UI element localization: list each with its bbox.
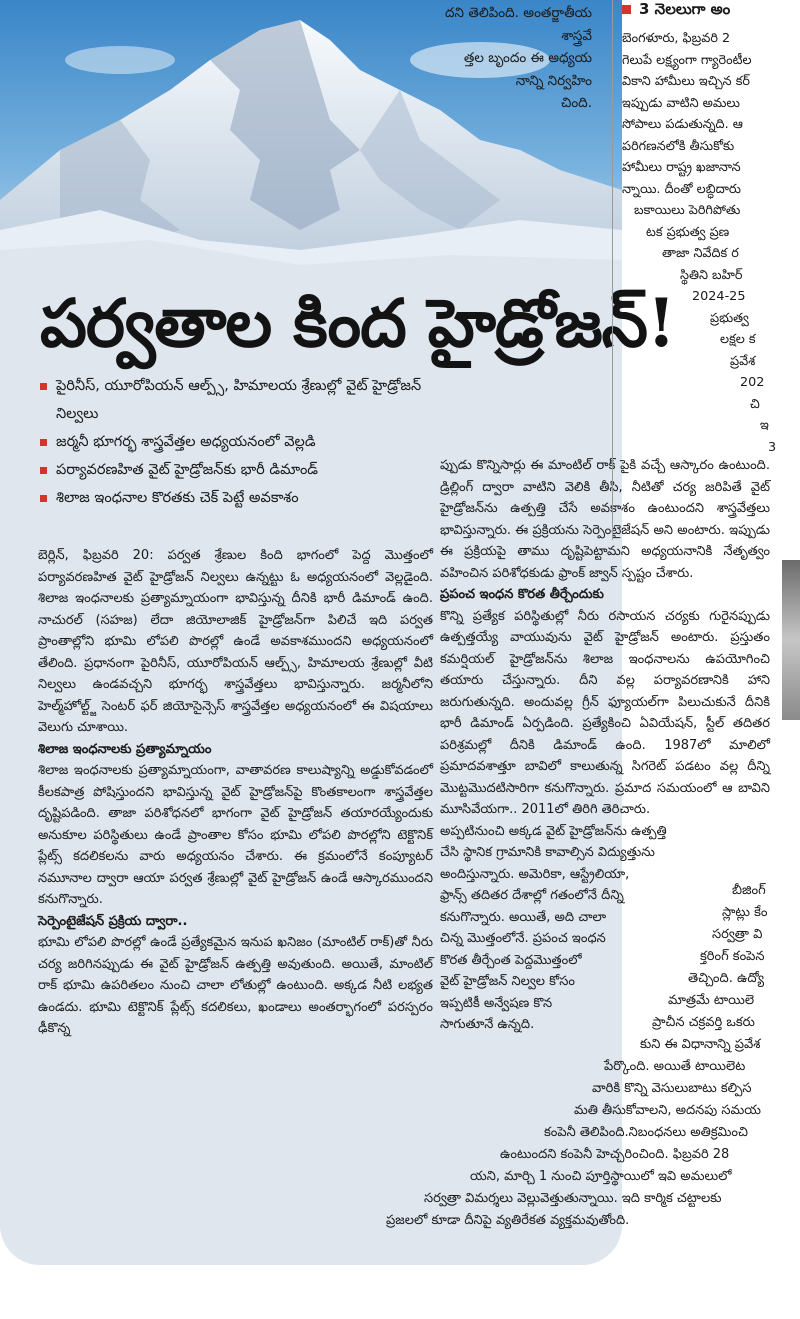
text-line: బెంగళూరు, ఫిబ్రవరి 2 bbox=[622, 31, 731, 46]
subheading: శిలాజ ఇంధనాలకు ప్రత్యామ్నాయం bbox=[38, 741, 212, 757]
subheading: ప్రపంచ ఇంధన కొరత తీర్చేందుకు bbox=[440, 587, 604, 602]
right-photo bbox=[782, 560, 800, 720]
text-line: ప్రజలలో కూడా దీనిపై వ్యతిరేకత వ్యక్తమవుతోంది. bbox=[386, 1213, 630, 1228]
subheading: సెర్పెంటైజేషన్ ప్రక్రియ ద్వారా.. bbox=[38, 913, 188, 929]
text-line: కొరత తీర్చేంత పెద్దమొత్తంలో bbox=[440, 952, 582, 968]
highlight-item: జర్మనీ భూగర్భ శాస్త్రవేత్తల అధ్యయనంలో వెల్లడి bbox=[38, 428, 433, 456]
text-line: టక ప్రభుత్వ ప్రణ bbox=[646, 224, 730, 240]
text-line: వికాని హామీలు ఇచ్చిన కర్ bbox=[622, 74, 750, 89]
text-line: లక్షల క bbox=[720, 332, 756, 347]
highlight-item: పైరినీస్, యూరోపియన్ ఆల్ప్స్, హిమాలయ శ్రేణుల్లో వైట్ హైడ్రోజన్ నిల్వలు bbox=[38, 372, 433, 428]
text-line: పరిగణనలోకి తీసుకోకు bbox=[622, 138, 735, 154]
text-line: స్లాట్లు కేం bbox=[722, 905, 768, 920]
text-line: తెచ్చింది. ఉద్యో bbox=[688, 971, 765, 986]
text-line: హామీలు రాష్ట్ర ఖజానాన bbox=[622, 160, 741, 175]
article-column-1 bbox=[38, 545, 433, 1040]
text-line: బీజింగ్ bbox=[732, 883, 766, 898]
text-line: న్నాయి. దీంతో లబ్ధిదారు bbox=[622, 181, 741, 197]
text-line: మతి తీసుకోవాలని, అదనపు సమయ bbox=[574, 1103, 762, 1118]
text-line: సోపాలు పడుతున్నది. ఆ bbox=[622, 117, 743, 132]
text-line: చి bbox=[750, 396, 760, 412]
caption-line: నాన్ని నిర్వహిం bbox=[515, 72, 592, 89]
paragraph: శిలాజ ఇంధనాలకు ప్రత్యామ్నాయంగా, వాతావరణ కాలుష్యాన్ని అడ్డుకోవడంలో కీలకపాత్ర పోషిస్తుందని భావిస్తున్న వైట్ హైడ్రోజన్‌పై కొంతకాలంగా శాస్త్రవేత్తల దృష్టిపడింది. తాజా పరిశోధనలో భాగంగా వైట్ హైడ్రోజన్ తయారయ్యేందుకు అనుకూల పరిస్థితులు ఉండే ప్రాంతాల కోసం భూమి లోపలి పొరల్లోని టెక్టొనిక్ ప్లేట్స్ కదలికలను వారు అధ్యయనం చేశారు. ఈ క్రమంలోనే కంప్యూటర్ నమూనాల ద్వారా ఆయా పర్వత శ్రేణుల్లో వైట్ హైడ్రోజన్ ఉండే ఆస్కారముందని కనుగొన్నారు. bbox=[38, 763, 433, 907]
text-line: సర్వత్రా విమర్శలు వెల్లువెత్తుతున్నాయి. ఇది కార్మిక చట్టాలకు bbox=[424, 1191, 722, 1206]
text-line: సాగుతూనే ఉన్నది. bbox=[440, 1017, 535, 1032]
text-line: చేసి స్థానిక గ్రామానికి కావాల్సిన విద్యుత్తును bbox=[440, 845, 655, 860]
text-line: వారికి కొన్ని వెసులుబాటు కల్పిస bbox=[592, 1081, 752, 1096]
caption-line: త్తల బృందం ఈ అధ్యయ bbox=[463, 50, 592, 66]
text-line: క్తరింగ్ కంపెన bbox=[700, 949, 765, 964]
text-line: ఇ bbox=[760, 418, 769, 433]
highlight-item: పర్యావరణహిత వైట్ హైడ్రోజన్‌కు భారీ డిమాండ్ bbox=[38, 456, 433, 484]
text-line: ప్రవేశ bbox=[730, 353, 756, 369]
right-article-heading bbox=[622, 0, 730, 22]
text-line: కనుగొన్నారు. అయితే, అది చాలా bbox=[440, 909, 607, 925]
paragraph: భూమి లోపలి పొరల్లో ఉండే ప్రత్యేకమైన ఇనుప ఖనిజం (మాంటిల్ రాక్)తో నీరు చర్య జరిగినప్పుడు ఈ వైట్ హైడ్రోజన్ ఉత్పత్తి అవుతుంది. అయితే, మాంటిల్ రాక్ భూమి ఉపరితలం నుంచి చాలా లోతుల్లో ఉంటుంది. అక్కడ నీటి లభ్యత ఉండదు. భూమి టెక్టొనిక్ ప్లేట్స్ కదలికలు, ఖండాలు అంతర్భాగంలో పరస్పరం ఢీకొన్న bbox=[38, 935, 433, 1036]
text-line: 2024-25 bbox=[692, 289, 746, 304]
text-line: సర్వత్రా వి bbox=[712, 927, 763, 942]
text-line: చిన్న మొత్తంలోనే. ప్రపంచ ఇంధన bbox=[440, 931, 606, 946]
text-line: కంపెనీ తెలిపింది.నిబంధనలు అతిక్రమించి bbox=[544, 1125, 748, 1140]
caption-line: దని తెలిపింది. అంతర్జాతీయ శాస్త్రవే bbox=[445, 5, 592, 44]
text-line: కుని ఈ విధానాన్ని ప్రవేశ bbox=[640, 1037, 761, 1052]
text-line: అప్పటినుంచి అక్కడ వైట్ హైడ్రోజన్‌ను ఉత్పత్తి bbox=[440, 823, 667, 839]
paragraph: బెర్లిన్, ఫిబ్రవరి 20: పర్వత శ్రేణుల కింది భాగంలో పెద్ద మొత్తంలో పర్యావరణహిత వైట్ హైడ్రోజన్ నిల్వలు ఉన్నట్టు ఓ అధ్యయనంలో వెల్లడైంది. శిలాజ ఇంధనాలకు ప్రత్యామ్నాయంగా భావిస్తున్న దీనికి భారీ డిమాండ్ ఉంది. నాచురల్ (సహజ) లేదా జియోలాజిక్ హైడ్రోజన్‌గా పిలిచే ఇది పర్వత ప్రాంతాల్లోని భూమి లోపలి పొరల్లో ఉండే అవకాశముందని అధ్యయనంలో తేలింది. ప్రధానంగా పైరినీస్, యూరోపియన్ ఆల్ప్స్, హిమాలయ శ్రేణుల్లో వీటి నిల్వలు ఉండవచ్చని భూగర్భ శాస్త్రవేత్తలు భావిస్తున్నారు. జర్మనీలోని హెల్మ్‌హోల్ట్జ్ సెంటర్ ఫర్ జియోసైన్సెస్ శాస్త్రవేత్తల అధ్యయనంలో ఈ విషయాలు వెలుగు చూశాయి. bbox=[38, 548, 433, 735]
text-line: ఇప్పుడు వాటిని అమలు bbox=[622, 95, 740, 111]
caption-line: చింది. bbox=[560, 95, 592, 111]
text-line: 3 bbox=[768, 439, 777, 455]
highlights-list bbox=[38, 372, 433, 512]
top-caption bbox=[420, 2, 592, 115]
red-square-icon bbox=[622, 5, 631, 14]
text-line: వైట్ హైడ్రోజన్ నిల్వల కోసం bbox=[440, 974, 575, 989]
highlight-item: శిలాజ ఇంధనాల కొరతకు చెక్ పెట్టే అవకాశం bbox=[38, 484, 433, 512]
paragraph: కొన్ని ప్రత్యేక పరిస్థితుల్లో నీరు రసాయన చర్యకు గురైనప్పుడు ఉత్పత్తయ్యే వాయువును వైట్ హైడ్రోజన్ అంటారు. ప్రస్తుతం కమర్షియల్ హైడ్రోజన్‌ను శిలాజ ఇంధనాలను ఉపయోగించి తయారు చేస్తున్నారు. దీని వల్ల పర్యావరణానికి హాని జరుగుతున్నది. అందువల్ల గ్రీన్ ఫ్యూయల్‌గా పిలుచుకునే దీనికి భారీ డిమాండ్ ఏర్పడింది. ప్రత్యేకించి ఏవియేషన్, స్టీల్ తదితర పరిశ్రమల్లో దీనికి డిమాండ్ ఉంది. 1987లో మాలిలో ప్రమాదవశాత్తూ బావిలో కాలుతున్న సిగరెట్ పడటం వల్ల దీన్ని మొట్టమొదటిసారిగా కనుగొన్నారు. ప్రమాద సమయంలో ఆ బావిని మూసివేయగా.. 2011లో తిరిగి తెరిచారు. bbox=[440, 608, 770, 817]
text-line: పేర్కొంది. అయితే టాయిలెట bbox=[604, 1059, 746, 1074]
text-line: స్థితిని బహిర్ bbox=[680, 267, 743, 283]
text-line: 202 bbox=[740, 375, 765, 390]
text-line: అందిస్తున్నారు. అమెరికా, ఆస్ట్రేలియా, bbox=[440, 866, 630, 882]
text-line: ఇప్పటికీ అన్వేషణ కొన bbox=[440, 995, 553, 1011]
text-line: మాత్రమే టాయిలె bbox=[668, 993, 755, 1008]
text-line: యని, మార్చి 1 నుంచి పూర్తిస్థాయిలో ఇవి అమలులో bbox=[470, 1169, 732, 1184]
right-heading-text: 3 నెలలుగా అం bbox=[639, 0, 731, 18]
text-line: ఫ్రాన్స్ తదితర దేశాల్లో గతంలోనే దీన్ని bbox=[440, 888, 624, 903]
text-line: ప్రభుత్వ bbox=[710, 310, 749, 326]
headline: పర్వతాల కింద హైడ్రోజన్! bbox=[40, 284, 675, 362]
right-article-body bbox=[622, 28, 800, 458]
text-line: ప్రాచీన చక్రవర్తి ఒకరు bbox=[652, 1015, 755, 1030]
paragraph: ప్పుడు కొన్నిసార్లు ఈ మాంటిల్ రాక్ పైకి వచ్చే ఆస్కారం ఉంటుంది. డ్రిల్లింగ్ ద్వారా వాటిని వెలికి తీసి, నీటితో చర్య జరిపితే వైట్ హైడ్రోజన్‌ను ఉత్పత్తి చేసే అవకాశం ఉంటుందని శాస్త్రవేత్తలు భావిస్తున్నారు. ఈ ప్రక్రియను సెర్పెంటైజేషన్ అని అంటారు. ఇప్పుడు ఈ ప్రక్రియపై తాము దృష్టిపెట్టామని అధ్యయనానికి నేతృత్వం వహించిన పరిశోధకుడు ఫ్రాంక్ జ్వాన్ స్పష్టం చేశారు. bbox=[440, 458, 770, 581]
text-line: గెలుపే లక్ష్యంగా గ్యారెంటీల bbox=[622, 52, 752, 68]
text-line: తాజా నివేదిక ర bbox=[662, 246, 739, 261]
text-line: బకాయిలు పెరిగిపోతు bbox=[634, 203, 741, 218]
text-line: ఉంటుందని కంపెనీ హెచ్చరించింది. ఫిబ్రవరి 28 bbox=[500, 1147, 730, 1162]
